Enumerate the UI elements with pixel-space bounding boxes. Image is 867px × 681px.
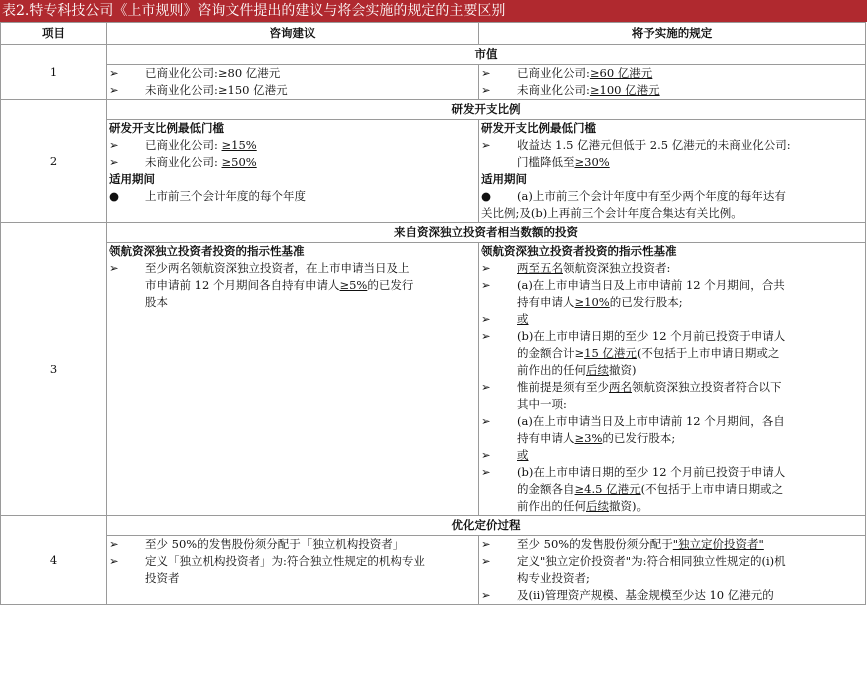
table-row — [1, 243, 866, 516]
arrow-bullet-icon: ➢ — [481, 329, 491, 343]
proposal-cell: 研发开支比例最低门槛 ➢ 已商业化公司: ≥15% ➢ 未商业化公司: ≥50% 适用期间 ● 上市前三个会计年度的每个年度 — [107, 120, 479, 223]
arrow-bullet-icon: ➢ — [109, 554, 119, 568]
arrow-bullet-icon: ➢ — [481, 66, 491, 80]
proposal-cell: ➢ 至少 50%的发售股份须分配于「独立机构投资者」 ➢ 定义「独立机构投资者」为:符合独立性规定的机构专业 投资者 — [107, 536, 479, 605]
item-number: 1 — [1, 45, 107, 100]
section-title: 研发开支比例 — [107, 100, 866, 120]
final-cell: 研发开支比例最低门槛 ➢ 收益达 1.5 亿港元但低于 2.5 亿港元的未商业化公司: 门槛降低至≥30% 适用期间 ● (a)上市前三个会计年度中有至少两个年度的每年达有 关比例;及(b)上再前三个会计年度合集达有关比例。 — [479, 120, 866, 223]
comparison-table — [0, 22, 866, 605]
header-proposal: 咨询建议 — [107, 23, 479, 45]
arrow-bullet-icon: ➢ — [109, 155, 119, 169]
header-item: 项目 — [1, 23, 107, 45]
header-final: 将予实施的规定 — [479, 23, 866, 45]
arrow-bullet-icon: ➢ — [109, 83, 119, 97]
arrow-bullet-icon: ➢ — [481, 537, 491, 551]
arrow-bullet-icon: ➢ — [481, 414, 491, 428]
dot-bullet-icon: ● — [481, 189, 492, 203]
arrow-bullet-icon: ➢ — [481, 261, 491, 275]
arrow-bullet-icon: ➢ — [481, 448, 491, 462]
item-number: 3 — [1, 223, 107, 516]
section-title: 来自资深独立投资者相当数额的投资 — [107, 223, 866, 243]
arrow-bullet-icon: ➢ — [481, 465, 491, 479]
arrow-bullet-icon: ➢ — [109, 138, 119, 152]
table-row — [1, 120, 866, 223]
final-cell: ➢ 已商业化公司:≥60 亿港元 ➢ 未商业化公司:≥100 亿港元 — [479, 65, 866, 100]
arrow-bullet-icon: ➢ — [109, 66, 119, 80]
section-title: 市值 — [107, 45, 866, 65]
proposal-cell: 领航资深独立投资者投资的指示性基准 ➢ 至少两名领航资深独立投资者，在上市申请当日及上 市申请前 12 个月期间各自持有申请人≥5%的已发行 股本 — [107, 243, 479, 516]
arrow-bullet-icon: ➢ — [109, 537, 119, 551]
arrow-bullet-icon: ➢ — [481, 138, 491, 152]
table-row — [1, 65, 866, 100]
dot-bullet-icon: ● — [109, 189, 120, 203]
section-row-investors — [1, 223, 866, 243]
arrow-bullet-icon: ➢ — [481, 278, 491, 292]
item-number: 2 — [1, 100, 107, 223]
arrow-bullet-icon: ➢ — [109, 261, 119, 275]
table-title: 表2.特专科技公司《上市规则》咨询文件提出的建议与将会实施的规定的主要区别 — [0, 0, 867, 22]
arrow-bullet-icon: ➢ — [481, 83, 491, 97]
arrow-bullet-icon: ➢ — [481, 380, 491, 394]
header-row — [1, 23, 866, 45]
proposal-cell: ➢ 已商业化公司:≥80 亿港元 ➢ 未商业化公司:≥150 亿港元 — [107, 65, 479, 100]
arrow-bullet-icon: ➢ — [481, 588, 491, 602]
section-row-rnd — [1, 100, 866, 120]
section-row-market-cap — [1, 45, 866, 65]
item-number: 4 — [1, 516, 107, 605]
final-cell: ➢ 至少 50%的发售股份须分配于"独立定价投资者" ➢ 定义"独立定价投资者"为:符合相同独立性规定的(i)机 构专业投资者; ➢ 及(ii)管理资产规模、基金规模至少达 10 亿港元的 — [479, 536, 866, 605]
arrow-bullet-icon: ➢ — [481, 554, 491, 568]
final-cell: 领航资深独立投资者投资的指示性基准 ➢ 两至五名领航资深独立投资者: ➢ (a)在上市申请当日及上市申请前 12 个月期间，合共 持有申请人≥10%的已发行股本; ➢ 或 ➢ (b)在上市申请日期的至少 12 个月前已投资于申请人 的金额合计≥15 亿港元(不包括于上市申请日期或之 前作出的任何后续撤资) ➢ 惟前提是须有至少两名领航资深独立投资者符合以下 其中一项: ➢ (a)在上市申请当日及上市申请前 12 个月期间，各自 持有申请人≥3%的已发行股本; ➢ 或 ➢ (b)在上市申请日期的至少 12 个月前已投资于申请人 的金额各自≥4.5 亿港元(不包括于上市申请日期或之 前作出的任何后续撤资)。 — [479, 243, 866, 516]
section-title: 优化定价过程 — [107, 516, 866, 536]
arrow-bullet-icon: ➢ — [481, 312, 491, 326]
table-row — [1, 536, 866, 605]
section-row-pricing — [1, 516, 866, 536]
